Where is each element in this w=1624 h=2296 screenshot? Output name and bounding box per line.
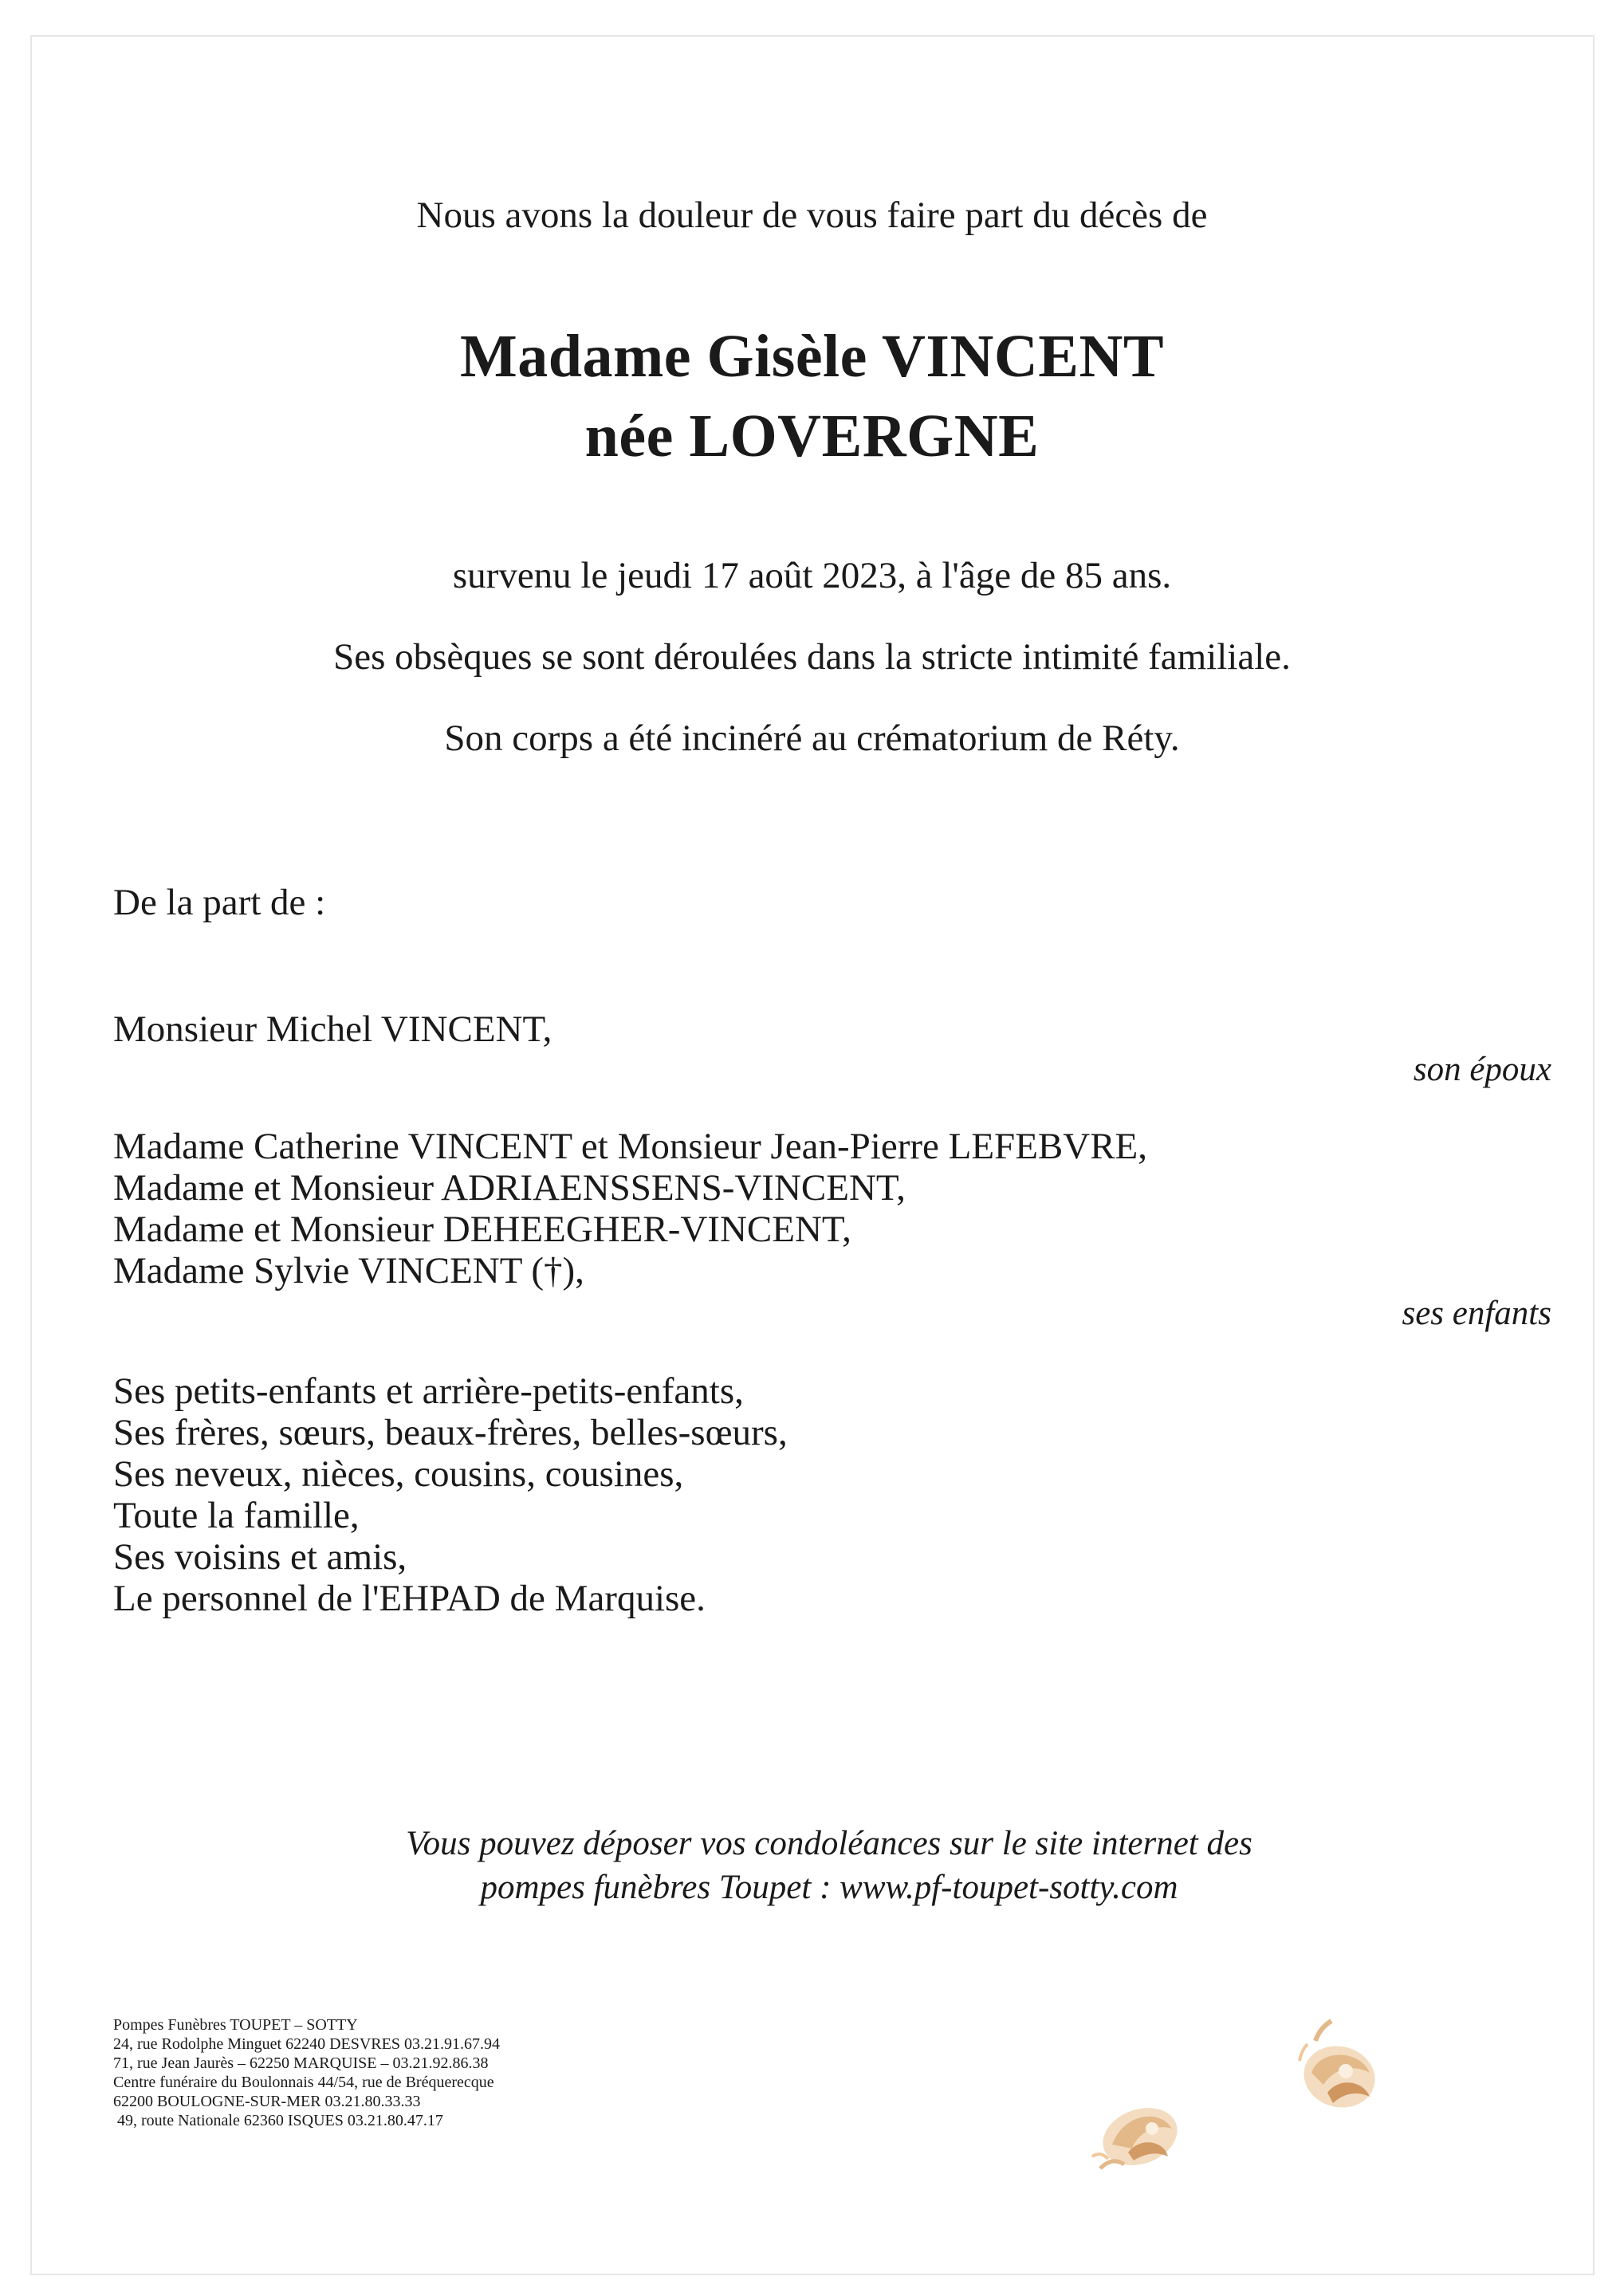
condolences-line: pompes funèbres Toupet : www.pf-toupet-sotty.com — [480, 1869, 1178, 1906]
children-list — [113, 1126, 1147, 1292]
funeral-detail: Ses obsèques se sont déroulées dans la stricte intimité familiale. — [333, 636, 1291, 678]
family-entry: Ses neveux, nièces, cousins, cousines, — [113, 1453, 684, 1495]
deceased-maiden-name: née LOVERGNE — [584, 403, 1040, 470]
cremation-detail: Son corps a été incinéré au crématorium de Réty. — [444, 718, 1180, 759]
funeral-home-contact — [113, 2015, 500, 2130]
footer-line: Centre funéraire du Boulonnais 44/54, rue de Bréquerecque — [113, 2074, 494, 2091]
other-family-list — [113, 1370, 788, 1619]
child-entry: Madame et Monsieur DEHEEGHER-VINCENT, — [113, 1209, 851, 1250]
from-label: De la part de : — [113, 882, 326, 923]
spouse-role: son époux — [1413, 1051, 1551, 1088]
footer-line: 49, route Nationale 62360 ISQUES 03.21.80.47.17 — [117, 2112, 443, 2129]
family-entry: Ses petits-enfants et arrière-petits-enfants, — [113, 1370, 744, 1412]
child-entry: Madame et Monsieur ADRIAENSSENS-VINCENT, — [113, 1167, 906, 1209]
footer-line: 24, rue Rodolphe Minguet 62240 DESVRES 03.21.91.67.94 — [113, 2035, 500, 2053]
condolences-note — [0, 1822, 1624, 1909]
spouse-name: Monsieur Michel VINCENT, — [113, 1008, 552, 1050]
footer-line: Pompes Funèbres TOUPET – SOTTY — [113, 2016, 358, 2034]
footer-line: 71, rue Jean Jaurès – 62250 MARQUISE – 03.21.92.86.38 — [113, 2054, 489, 2072]
family-entry: Ses frères, sœurs, beaux-frères, belles-sœurs, — [113, 1412, 788, 1453]
deceased-name: Madame Gisèle VINCENT — [459, 323, 1165, 390]
child-entry: Madame Catherine VINCENT et Monsieur Jean-Pierre LEFEBVRE, — [113, 1126, 1147, 1167]
family-entry: Ses voisins et amis, — [113, 1536, 407, 1578]
footer-line: 62200 BOULOGNE-SUR-MER 03.21.80.33.33 — [113, 2093, 421, 2110]
family-entry: Le personnel de l'EHPAD de Marquise. — [113, 1578, 706, 1619]
flower-icon — [1284, 2017, 1395, 2133]
child-entry: Madame Sylvie VINCENT (†), — [113, 1250, 584, 1292]
condolences-line: Vous pouvez déposer vos condoléances sur le site internet des — [406, 1825, 1252, 1862]
flower-icon — [1084, 2081, 1204, 2188]
announcement-intro: Nous avons la douleur de vous faire part du décès de — [416, 195, 1208, 236]
children-role: ses enfants — [1402, 1295, 1551, 1332]
death-date-detail: survenu le jeudi 17 août 2023, à l'âge de 85 ans. — [452, 555, 1172, 596]
family-entry: Toute la famille, — [113, 1495, 360, 1536]
